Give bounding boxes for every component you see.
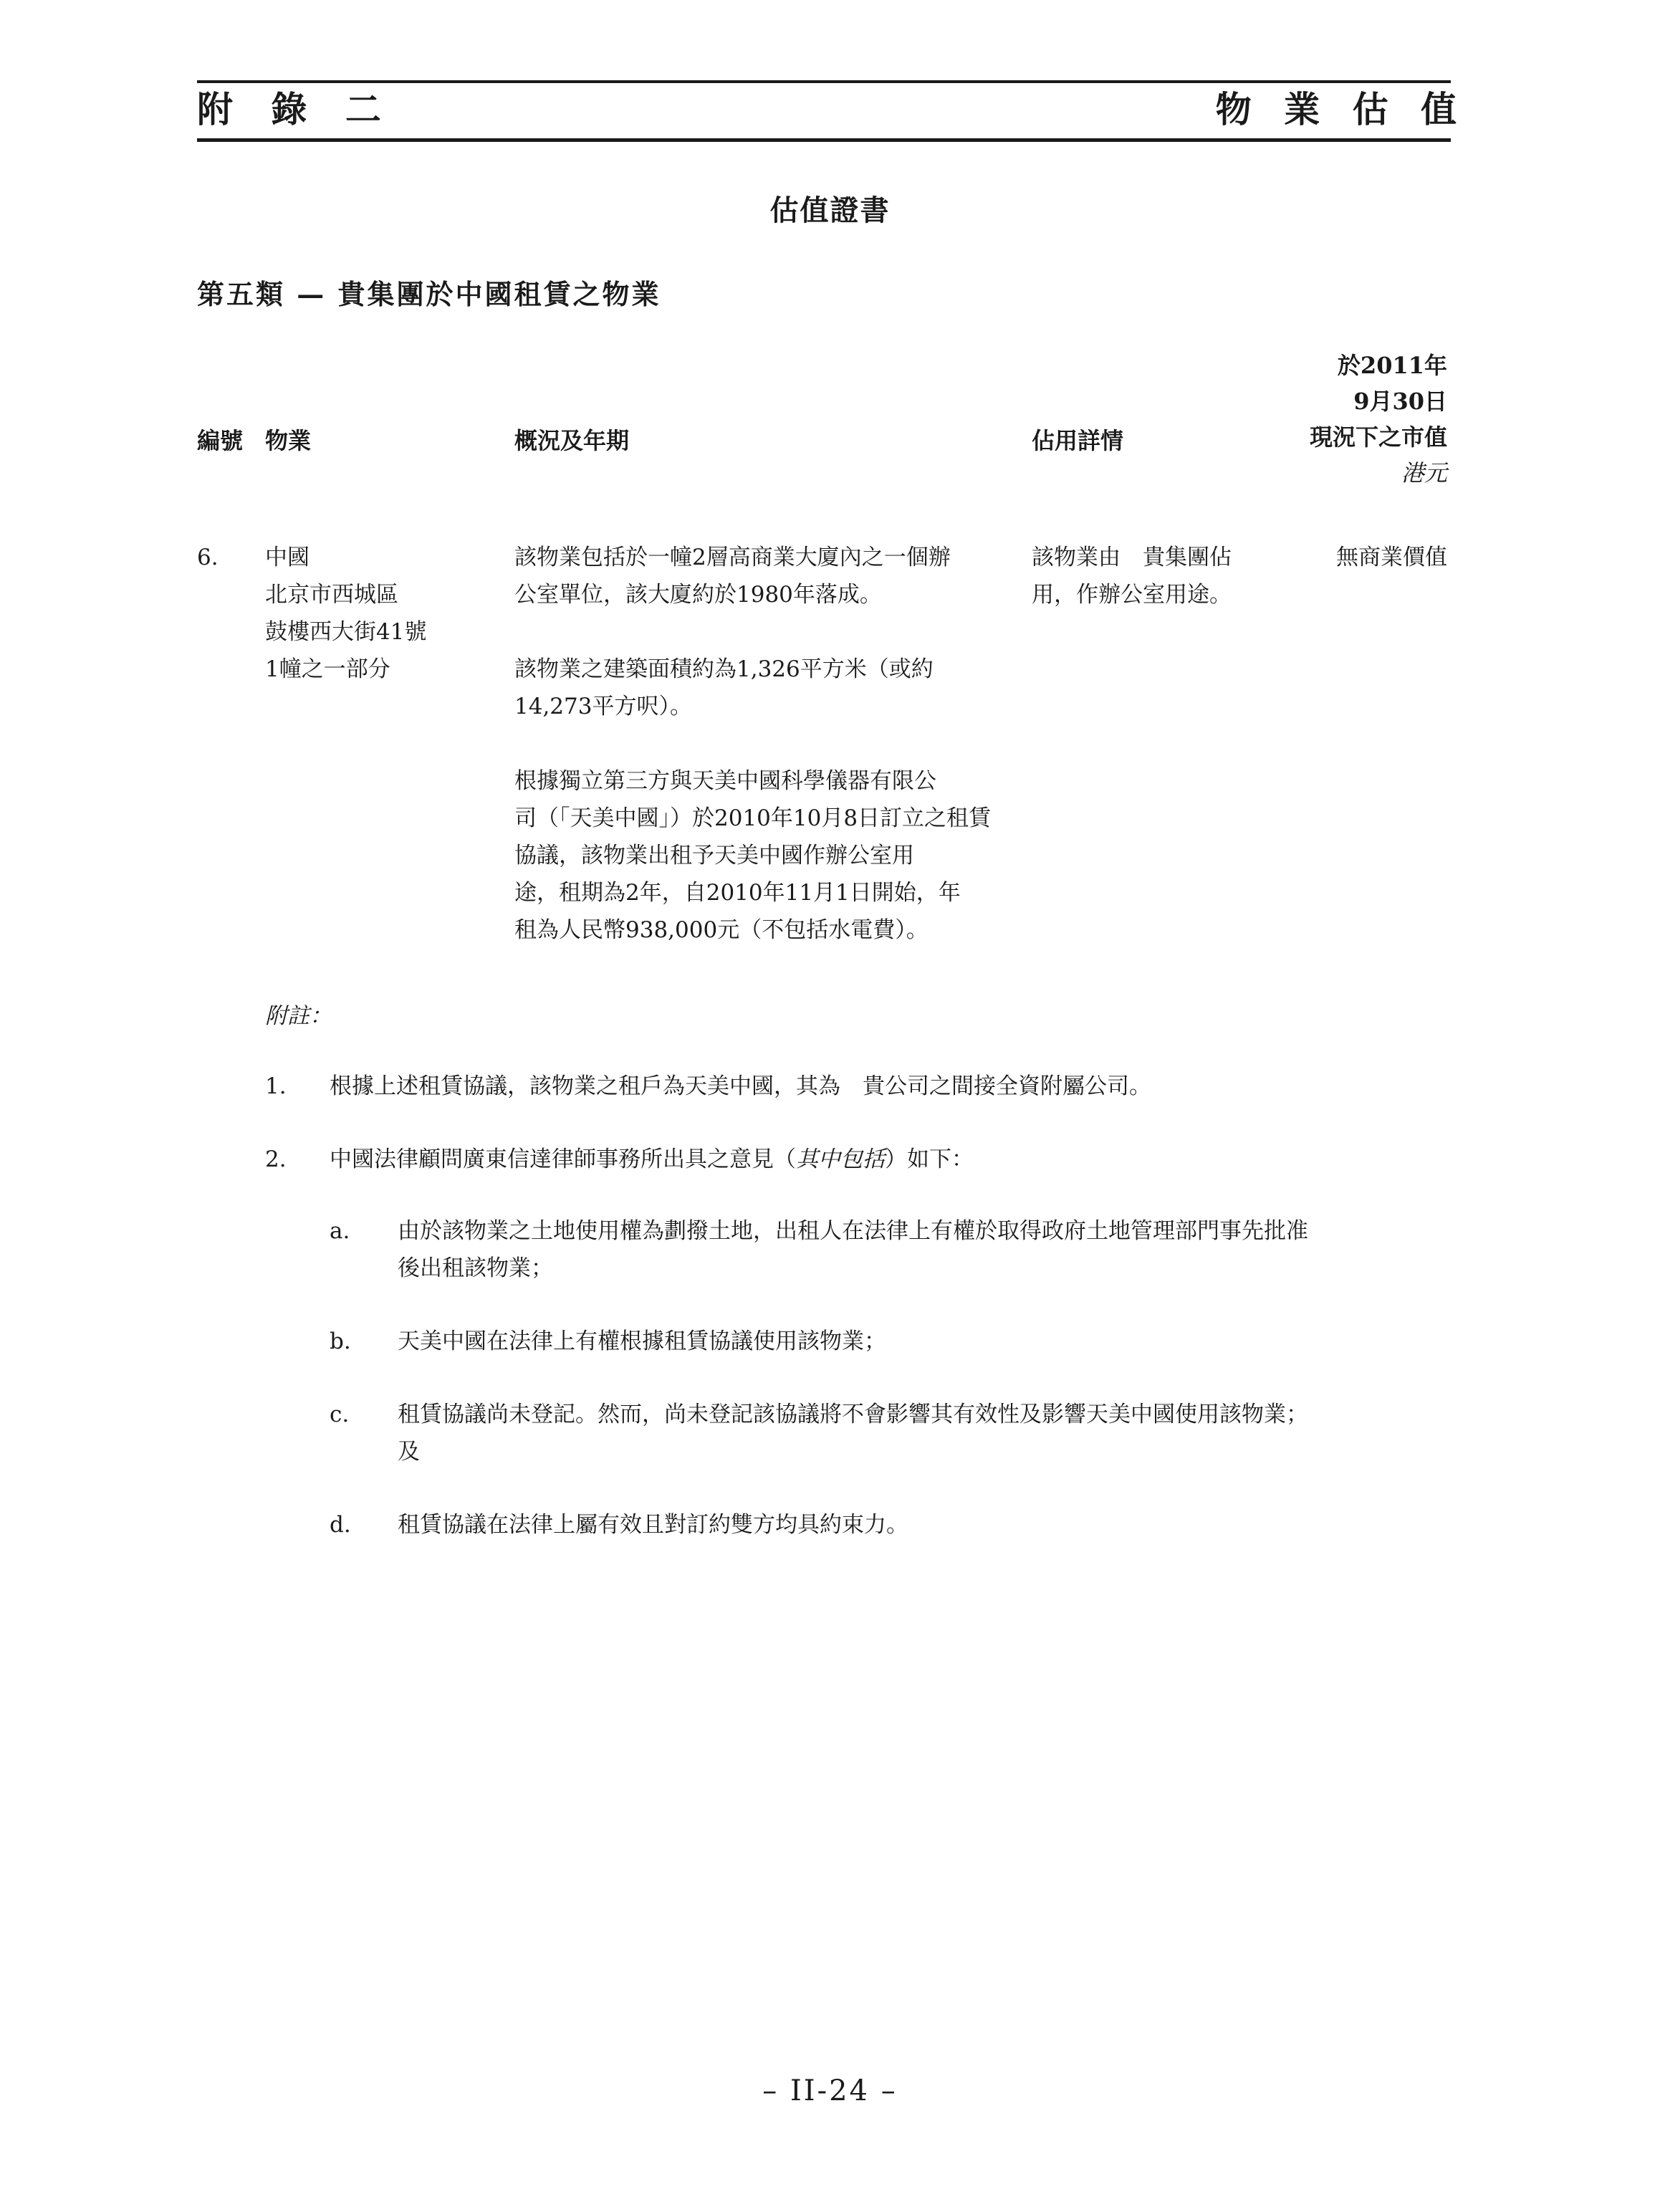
note-text-part: ）如下：: [885, 1146, 974, 1172]
subnote-line: 天美中國在法律上有權根據租賃協議使用該物業；: [398, 1328, 886, 1354]
col-header-property: 物業: [265, 427, 312, 454]
note-text: [330, 1141, 974, 1178]
description-line: 根據獨立第三方與天美中國科學儀器有限公: [514, 768, 936, 794]
description-paragraph: [514, 651, 1019, 725]
description-line: 途，租期為2年，自2010年11月1日開始，年: [514, 880, 961, 906]
subnote-line: 租賃協議在法律上屬有效且對訂約雙方均具約束力。: [398, 1512, 908, 1538]
market-value: 無商業價值: [1336, 545, 1447, 570]
description-line: 司（「天美中國」）於2010年10月8日訂立之租賃: [514, 805, 992, 831]
occupancy-details: [1032, 539, 1290, 613]
property-description: [514, 539, 1019, 986]
description-line: 該物業之建築面積約為1,326平方米（或約: [514, 656, 934, 682]
property-address: [265, 539, 426, 688]
notes-title: 附註：: [265, 1003, 332, 1029]
value-unit: 港元: [1401, 459, 1447, 487]
note-number: 1.: [265, 1073, 287, 1099]
subnote-line: 由於該物業之土地使用權為劃撥土地，出租人在法律上有權於取得政府土地管理部門事先批准: [398, 1218, 1308, 1244]
description-paragraph: [514, 539, 1019, 613]
description-line: 公室單位，該大廈約於1980年落成。: [514, 582, 882, 608]
col-header-value: [1310, 348, 1447, 491]
header-bottom-rule: [197, 138, 1451, 142]
subnote-text: [398, 1323, 1451, 1360]
description-line: 14,273平方呎）。: [514, 694, 692, 719]
header-top-rule: [197, 80, 1451, 83]
subnote-line: 後出租該物業；: [398, 1255, 553, 1281]
category-title: 第五類 — 貴集團於中國租賃之物業: [197, 278, 661, 310]
col-header-occupancy: 佔用詳情: [1032, 427, 1124, 454]
note-text-italic: 其中包括: [796, 1146, 885, 1172]
description-line: 協議，該物業出租予天美中國作辦公室用: [514, 843, 914, 868]
subnote-letter: d.: [330, 1512, 351, 1538]
address-line: 中國: [265, 545, 310, 570]
subnote-letter: a.: [330, 1218, 350, 1244]
note-text: 根據上述租賃協議，該物業之租戶為天美中國，其為 貴公司之間接全資附屬公司。: [330, 1073, 1151, 1099]
description-line: 該物業包括於一幢2層高商業大廈內之一個辦: [514, 545, 951, 570]
subnote-text: [398, 1506, 1451, 1543]
subnote-text: [398, 1212, 1451, 1287]
page-number: – II-24 –: [762, 2074, 898, 2107]
value-header-line: 現況下之市值: [1309, 423, 1447, 451]
subnote-line: 租賃協議尚未登記。然而，尚未登記該協議將不會影響其有效性及影響天美中國使用該物業；: [398, 1402, 1308, 1427]
row-number: 6.: [197, 545, 219, 570]
occupancy-line: 用，作辦公室用途。: [1032, 582, 1232, 608]
col-header-description: 概況及年期: [514, 427, 630, 454]
note-number: 2.: [265, 1146, 287, 1172]
col-header-no: 編號: [197, 427, 244, 454]
note-text-part: 中國法律顧問廣東信達律師事務所出具之意見（: [330, 1146, 796, 1172]
subnote-letter: c.: [330, 1402, 350, 1427]
address-line: 1幢之一部分: [265, 656, 390, 682]
value-header-line: 9月30日: [1353, 388, 1447, 415]
section-label: 物 業 估 值: [1215, 88, 1467, 130]
description-line: 租為人民幣938,000元（不包括水電費）。: [514, 917, 929, 943]
address-line: 鼓樓西大街41號: [265, 619, 427, 645]
subnote-letter: b.: [330, 1328, 351, 1354]
subnote-line: 及: [398, 1439, 420, 1465]
description-paragraph: [514, 762, 1019, 949]
occupancy-line: 該物業由 貴集團佔: [1032, 545, 1232, 570]
document-title: 估值證書: [769, 193, 891, 227]
subnote-text: [398, 1396, 1451, 1470]
address-line: 北京市西城區: [265, 582, 398, 608]
value-header-line: 於2011年: [1337, 352, 1447, 379]
appendix-label: 附 錄 二: [197, 88, 394, 130]
